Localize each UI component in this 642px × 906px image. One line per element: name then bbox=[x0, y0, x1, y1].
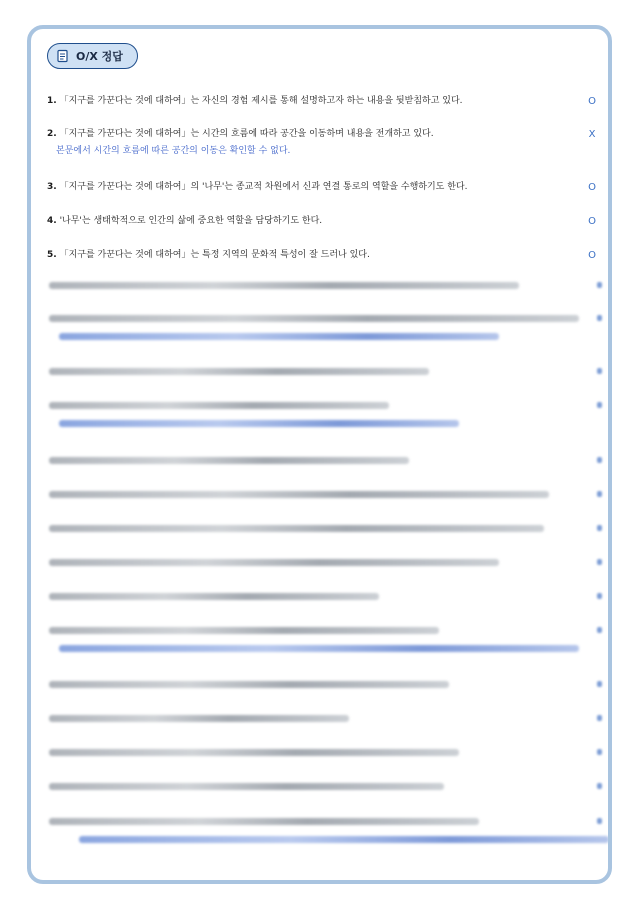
blurred-explanation bbox=[49, 417, 602, 430]
answer-mark: O bbox=[588, 250, 596, 261]
badge-label: O/X 정답 bbox=[76, 50, 123, 63]
blurred-question bbox=[49, 780, 602, 793]
question-number: 3. bbox=[47, 182, 57, 192]
question-number: 2. bbox=[47, 129, 57, 139]
blurred-question bbox=[49, 399, 602, 412]
blurred-question bbox=[49, 712, 602, 725]
question-explanation: 본문에서 시간의 흐름에 따른 공간의 이동은 확인할 수 없다. bbox=[56, 146, 291, 156]
blurred-question bbox=[49, 279, 602, 292]
question-5 bbox=[47, 249, 598, 262]
blurred-question bbox=[49, 454, 602, 467]
answer-badge bbox=[47, 43, 138, 69]
answer-sheet-frame bbox=[27, 25, 612, 884]
blurred-question bbox=[49, 522, 602, 535]
question-text: 「지구를 가꾼다는 것에 대하여」의 '나무'는 종교적 차원에서 신과 연결 통로의 역할을 수행하기도 한다. bbox=[59, 182, 468, 192]
answer-mark: O bbox=[588, 216, 596, 227]
answer-mark: O bbox=[588, 96, 596, 107]
question-number: 4. bbox=[47, 216, 57, 226]
question-3 bbox=[47, 181, 598, 194]
blurred-question bbox=[49, 815, 602, 828]
question-text: 「지구를 가꾼다는 것에 대하여」는 특정 지역의 문화적 특성이 잘 드러나 있다. bbox=[59, 250, 370, 260]
question-1 bbox=[47, 95, 598, 108]
blurred-question bbox=[49, 488, 602, 501]
question-number: 5. bbox=[47, 250, 57, 260]
question-number: 1. bbox=[47, 96, 57, 106]
blurred-question bbox=[49, 590, 602, 603]
blurred-explanation bbox=[49, 642, 602, 655]
blurred-question bbox=[49, 624, 602, 637]
question-text: '나무'는 생태학적으로 인간의 삶에 중요한 역할을 담당하기도 한다. bbox=[59, 216, 323, 226]
blurred-explanation bbox=[49, 330, 602, 343]
blurred-question bbox=[49, 556, 602, 569]
question-text: 「지구를 가꾼다는 것에 대하여」는 시간의 흐름에 따라 공간을 이동하며 내용을 전개하고 있다. bbox=[59, 129, 434, 139]
question-text: 「지구를 가꾼다는 것에 대하여」는 자신의 경험 제시를 통해 설명하고자 하는 내용을 뒷받침하고 있다. bbox=[59, 96, 463, 106]
blurred-question bbox=[49, 365, 602, 378]
answer-mark: O bbox=[588, 182, 596, 193]
blurred-question bbox=[49, 746, 602, 759]
blurred-question bbox=[49, 312, 602, 325]
answer-mark: X bbox=[588, 129, 596, 140]
question-2 bbox=[47, 128, 598, 158]
blurred-question bbox=[49, 678, 602, 691]
question-4 bbox=[47, 215, 598, 228]
document-icon bbox=[56, 49, 70, 63]
blurred-explanation bbox=[49, 833, 602, 846]
